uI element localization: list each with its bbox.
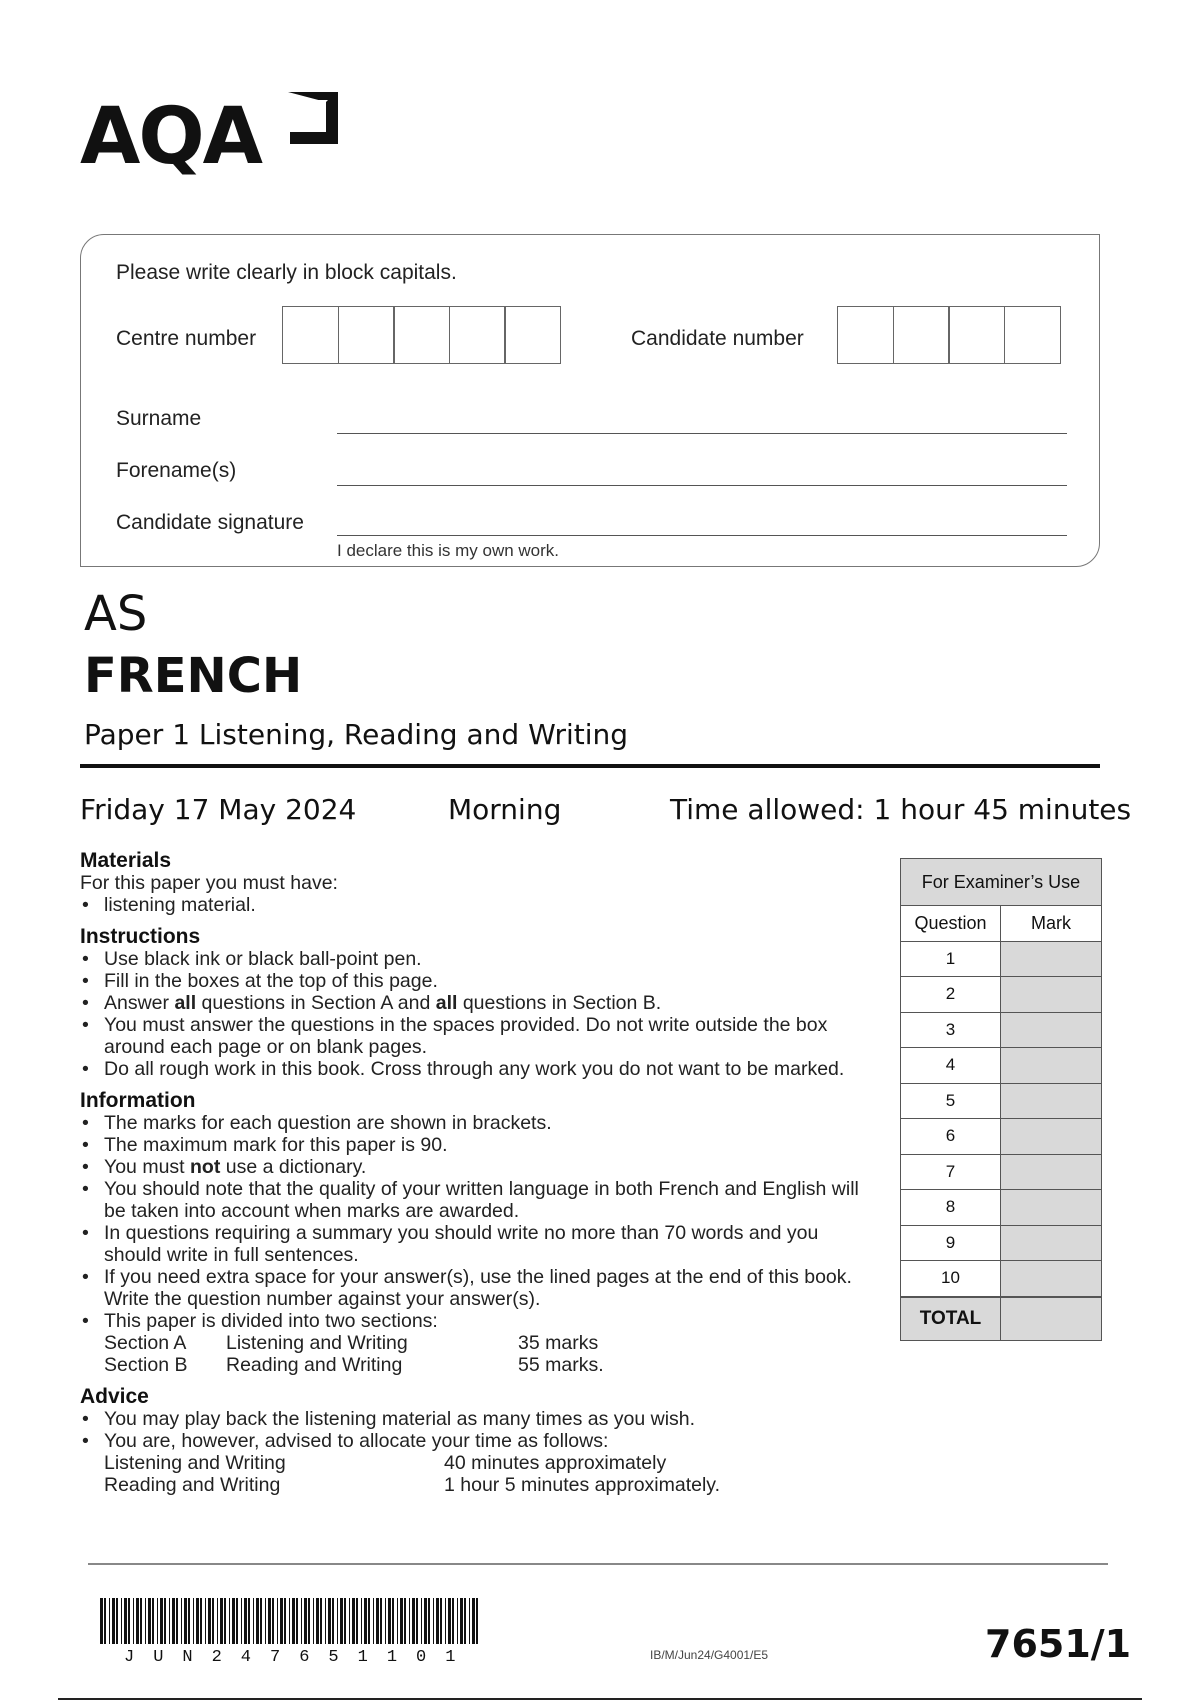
barcode-bar — [140, 1598, 142, 1644]
centre-number-box[interactable] — [338, 306, 395, 364]
candidate-number-box[interactable] — [837, 306, 894, 364]
advice-heading: Advice — [80, 1385, 149, 1408]
examiner-table-header — [901, 906, 1101, 942]
barcode-bar — [236, 1598, 238, 1644]
barcode-bar — [352, 1598, 355, 1644]
list-item: • Do all rough work in this book. Cross through any work you do not want to be marked. — [80, 1058, 860, 1080]
subject-title: FRENCH — [84, 648, 303, 704]
barcode-bar — [253, 1598, 254, 1644]
candidate-number-box[interactable] — [948, 306, 1005, 364]
barcode-bar — [205, 1598, 206, 1644]
question-number: 8 — [901, 1190, 1001, 1225]
candidate-details-box — [80, 234, 1100, 567]
mark-cell — [1001, 1048, 1101, 1083]
mark-cell — [1001, 1226, 1101, 1261]
barcode-bar — [476, 1598, 478, 1644]
barcode-bar — [181, 1598, 182, 1644]
barcode-bar — [428, 1598, 430, 1644]
barcode-bar — [104, 1598, 106, 1644]
table-row — [901, 1261, 1101, 1297]
mark-cell — [1001, 1190, 1101, 1225]
time-allocation-table — [80, 1452, 860, 1496]
mark-cell — [1001, 977, 1101, 1012]
barcode-bar — [464, 1598, 466, 1644]
table-row — [901, 942, 1101, 978]
list-item: • You must not use a dictionary. — [80, 1156, 860, 1178]
barcode-bar — [344, 1598, 346, 1644]
centre-number-box[interactable] — [393, 306, 450, 364]
section-name: Section A — [104, 1332, 187, 1354]
barcode-bar — [328, 1598, 331, 1644]
barcode-bar — [320, 1598, 322, 1644]
mark-cell — [1001, 1013, 1101, 1048]
barcode-bar — [301, 1598, 302, 1644]
barcode-bar — [421, 1598, 422, 1644]
candidate-number-box[interactable] — [1004, 306, 1061, 364]
centre-number-label: Centre number — [116, 327, 257, 350]
examiner-use-table — [900, 858, 1102, 1341]
barcode-bar — [364, 1598, 367, 1644]
list-item: • You should note that the quality of your written language in both French and English will be taken into account when marks are awarded. — [80, 1178, 860, 1222]
barcode-bar — [385, 1598, 386, 1644]
surname-line[interactable] — [337, 433, 1067, 434]
table-row — [901, 1013, 1101, 1049]
section-name: Section B — [104, 1354, 188, 1376]
exam-session: Morning — [448, 793, 562, 826]
barcode-bar — [224, 1598, 226, 1644]
barcode-bar — [373, 1598, 374, 1644]
barcode-bar — [124, 1598, 127, 1644]
information-heading: Information — [80, 1089, 196, 1112]
aqa-logo — [80, 88, 350, 188]
table-row — [901, 1226, 1101, 1262]
total-mark-cell — [1001, 1298, 1101, 1340]
barcode-bar — [164, 1598, 166, 1644]
question-number: 4 — [901, 1048, 1001, 1083]
declaration-text: I declare this is my own work. — [337, 541, 560, 560]
question-number: 6 — [901, 1119, 1001, 1154]
centre-number-box[interactable] — [282, 306, 339, 364]
barcode-bar — [337, 1598, 338, 1644]
barcode-bar — [212, 1598, 214, 1644]
mark-cell — [1001, 1119, 1101, 1154]
logo-text: AQA — [80, 92, 262, 182]
barcode-bar — [100, 1598, 103, 1644]
table-row — [901, 1155, 1101, 1191]
centre-number-boxes[interactable] — [282, 306, 560, 364]
sections-table — [80, 1332, 860, 1376]
barcode-bar — [152, 1598, 154, 1644]
section-title: Reading and Writing — [226, 1354, 403, 1376]
barcode-bar — [272, 1598, 274, 1644]
barcode-bar — [397, 1598, 398, 1644]
list-item: • You must answer the questions in the spaces provided. Do not write outside the box around each page or on blank pages. — [80, 1014, 860, 1058]
barcode-bar — [380, 1598, 382, 1644]
table-row — [901, 1190, 1101, 1226]
centre-number-box[interactable] — [449, 306, 506, 364]
table-row — [901, 1119, 1101, 1155]
barcode-bar — [217, 1598, 218, 1644]
instructions-section — [80, 926, 860, 1080]
candidate-number-label: Candidate number — [631, 327, 804, 350]
barcode-bar — [136, 1598, 139, 1644]
paper-title: Paper 1 Listening, Reading and Writing — [84, 718, 629, 751]
instructions-heading: Instructions — [80, 925, 201, 948]
list-item: • You are, however, advised to allocate your time as follows: — [80, 1430, 860, 1452]
barcode-bar — [433, 1598, 434, 1644]
qualification-level: AS — [84, 586, 148, 642]
logo-mark-icon — [280, 88, 342, 150]
barcode-bar — [436, 1598, 439, 1644]
centre-number-box[interactable] — [504, 306, 561, 364]
mark-cell — [1001, 1261, 1101, 1296]
barcode-bar — [460, 1598, 463, 1644]
barcode-bar — [440, 1598, 442, 1644]
footer-divider — [88, 1563, 1108, 1565]
barcode-bar — [445, 1598, 446, 1644]
question-number: 5 — [901, 1084, 1001, 1119]
barcode-bar — [109, 1598, 110, 1644]
paper-reference: IB/M/Jun24/G4001/E5 — [650, 1648, 769, 1662]
barcode-bar — [172, 1598, 175, 1644]
barcode-bar — [316, 1598, 319, 1644]
barcode-bar — [160, 1598, 163, 1644]
mark-cell — [1001, 1084, 1101, 1119]
barcode-bar — [157, 1598, 158, 1644]
information-section — [80, 1090, 860, 1376]
barcode-bar — [424, 1598, 427, 1644]
barcode-bar — [416, 1598, 418, 1644]
forenames-label: Forename(s) — [116, 459, 237, 482]
allocation-time: 1 hour 5 minutes approximately. — [444, 1474, 721, 1496]
barcode-bar — [193, 1598, 194, 1644]
barcode-bar — [169, 1598, 170, 1644]
question-number: 9 — [901, 1226, 1001, 1261]
allocation-part: Listening and Writing — [104, 1452, 286, 1474]
mark-cell — [1001, 942, 1101, 977]
question-number: 1 — [901, 942, 1001, 977]
question-number: 7 — [901, 1155, 1001, 1190]
barcode-bar — [277, 1598, 278, 1644]
barcode-bar — [133, 1598, 134, 1644]
exam-date: Friday 17 May 2024 — [80, 793, 357, 826]
total-label: TOTAL — [901, 1298, 1001, 1340]
barcode-bar — [265, 1598, 266, 1644]
barcode-bar — [200, 1598, 202, 1644]
barcode-bar — [472, 1598, 475, 1644]
barcode-bar — [457, 1598, 458, 1644]
signature-label: Candidate signature — [116, 511, 304, 534]
table-row — [901, 1048, 1101, 1084]
mark-column-header: Mark — [1001, 906, 1101, 941]
examiner-table-title: For Examiner’s Use — [901, 859, 1101, 906]
advice-section — [80, 1386, 860, 1496]
title-divider — [80, 764, 1100, 768]
question-column-header: Question — [901, 906, 1001, 941]
section-marks: 55 marks. — [518, 1354, 604, 1376]
candidate-number-boxes[interactable] — [837, 306, 1059, 364]
barcode-bar — [404, 1598, 406, 1644]
barcode-bar — [409, 1598, 410, 1644]
list-item: • The maximum mark for this paper is 90. — [80, 1134, 860, 1156]
barcode-bar — [188, 1598, 190, 1644]
paper-code: 7651/1 — [985, 1622, 1132, 1666]
barcode-bar — [304, 1598, 307, 1644]
section-marks: 35 marks — [518, 1332, 599, 1354]
list-item: • In questions requiring a summary you should write no more than 70 words and you should write in full sentences. — [80, 1222, 860, 1266]
barcode-bar — [268, 1598, 271, 1644]
list-item: • You may play back the listening material as many times as you wish. — [80, 1408, 860, 1430]
barcode-bar — [260, 1598, 262, 1644]
barcode-bar — [313, 1598, 314, 1644]
time-allowed: Time allowed: 1 hour 45 minutes — [670, 793, 1132, 826]
list-item: • Use black ink or black ball-point pen. — [80, 948, 860, 970]
barcode-bar — [248, 1598, 250, 1644]
materials-intro: For this paper you must have: — [80, 872, 338, 894]
candidate-number-box[interactable] — [893, 306, 950, 364]
barcode-bar — [145, 1598, 146, 1644]
barcode-bar — [176, 1598, 178, 1644]
barcode-bar — [356, 1598, 358, 1644]
allocation-time: 40 minutes approximately — [444, 1452, 667, 1474]
barcode-bar — [368, 1598, 370, 1644]
question-number: 2 — [901, 977, 1001, 1012]
barcode-bar — [448, 1598, 451, 1644]
list-item: • The marks for each question are shown in brackets. — [80, 1112, 860, 1134]
barcode-bar — [308, 1598, 310, 1644]
barcode-bar — [392, 1598, 394, 1644]
barcode-bar — [296, 1598, 298, 1644]
barcode-bar — [184, 1598, 187, 1644]
question-number: 3 — [901, 1013, 1001, 1048]
barcode-bar — [361, 1598, 362, 1644]
barcode-bar — [325, 1598, 326, 1644]
surname-label: Surname — [116, 407, 202, 430]
barcode-bar — [284, 1598, 286, 1644]
barcode-bar — [349, 1598, 350, 1644]
section-title: Listening and Writing — [226, 1332, 408, 1354]
barcode — [100, 1598, 480, 1644]
table-row — [901, 1084, 1101, 1120]
barcode-bar — [116, 1598, 118, 1644]
barcode-bar — [289, 1598, 290, 1644]
mark-cell — [1001, 1155, 1101, 1190]
barcode-bar — [412, 1598, 415, 1644]
barcode-bar — [469, 1598, 470, 1644]
question-number: 10 — [901, 1261, 1001, 1296]
list-item: • This paper is divided into two sections: — [80, 1310, 860, 1332]
barcode-bar — [128, 1598, 130, 1644]
signature-line[interactable] — [337, 535, 1067, 536]
barcode-bar — [241, 1598, 242, 1644]
allocation-part: Reading and Writing — [104, 1474, 281, 1496]
list-item: • Answer all questions in Section A and all questions in Section B. — [80, 992, 860, 1014]
list-item: • listening material. — [80, 894, 860, 916]
total-row — [901, 1297, 1101, 1340]
materials-heading: Materials — [80, 849, 172, 872]
barcode-bar — [376, 1598, 379, 1644]
block-capitals-note: Please write clearly in block capitals. — [116, 261, 457, 284]
barcode-bar — [208, 1598, 211, 1644]
list-item: • Fill in the boxes at the top of this page. — [80, 970, 860, 992]
barcode-bar — [112, 1598, 115, 1644]
barcode-bar — [452, 1598, 454, 1644]
instructions-panel — [80, 850, 860, 1506]
barcode-bar — [220, 1598, 223, 1644]
barcode-bar — [388, 1598, 391, 1644]
list-item: • If you need extra space for your answer(s), use the lined pages at the end of this book. Write the question number against your answer(s). — [80, 1266, 860, 1310]
barcode-bar — [196, 1598, 199, 1644]
barcode-bar — [332, 1598, 334, 1644]
barcode-bar — [229, 1598, 230, 1644]
barcode-bar — [400, 1598, 403, 1644]
barcode-bar — [232, 1598, 235, 1644]
barcode-bar — [256, 1598, 259, 1644]
barcode-bar — [340, 1598, 343, 1644]
barcode-bar — [148, 1598, 151, 1644]
barcode-bar — [292, 1598, 295, 1644]
barcode-bar — [280, 1598, 283, 1644]
barcode-bar — [121, 1598, 122, 1644]
forenames-line[interactable] — [337, 485, 1067, 486]
table-row — [901, 977, 1101, 1013]
barcode-text: JUN247651101 — [124, 1648, 475, 1667]
barcode-bar — [244, 1598, 247, 1644]
materials-section — [80, 850, 860, 916]
